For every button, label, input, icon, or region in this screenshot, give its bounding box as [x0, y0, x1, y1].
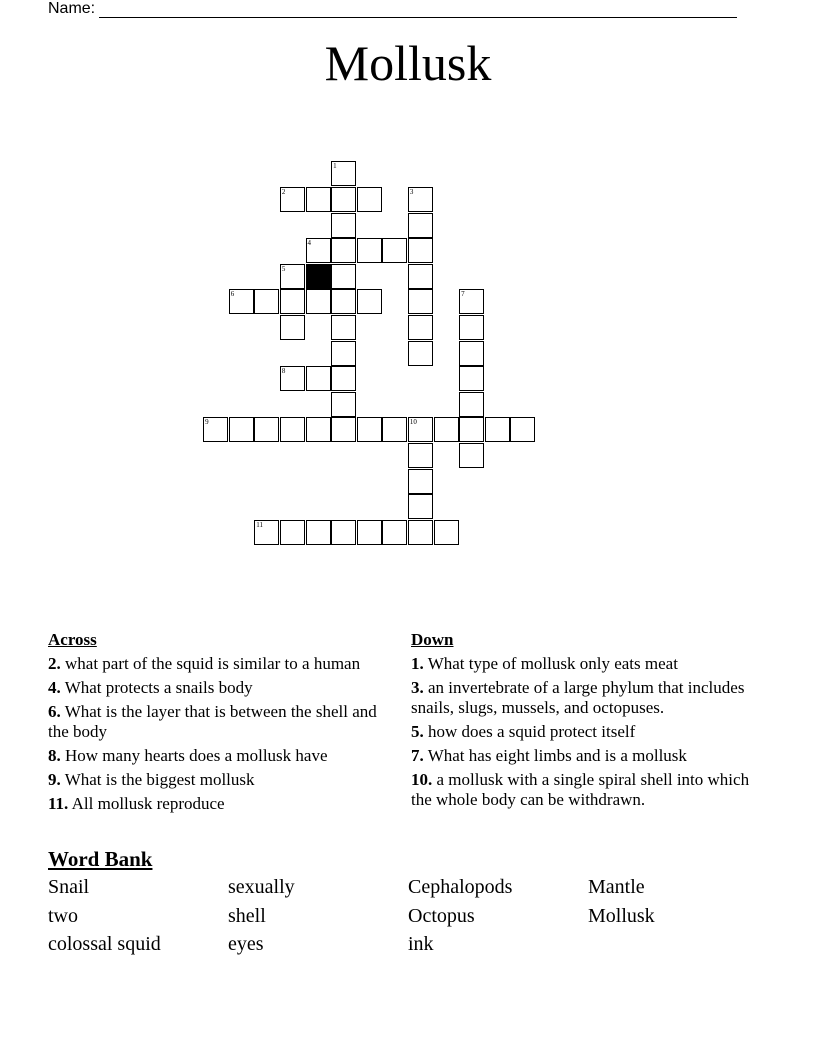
name-label: Name:: [48, 0, 96, 17]
word-bank-item: Mantle: [588, 876, 645, 898]
crossword-cell[interactable]: [280, 366, 305, 391]
word-bank-item: two: [48, 905, 78, 927]
page-title: Mollusk: [324, 35, 492, 91]
crossword-cell[interactable]: [331, 289, 356, 314]
clue-number: 8: [281, 367, 286, 376]
crossword-cell[interactable]: [306, 366, 331, 391]
crossword-cell[interactable]: [280, 264, 305, 289]
crossword-cell[interactable]: [331, 341, 356, 366]
across-clue-6: 6. What is the layer that is between the shell and the body: [48, 702, 377, 741]
clue-number: 1: [333, 162, 337, 171]
clue-number: 11: [256, 520, 264, 529]
down-clue-10: 10. a mollusk with a single spiral shell into which the whole body can be withdrawn.: [411, 770, 750, 809]
crossword-cell[interactable]: [306, 187, 331, 212]
crossword-cell[interactable]: [306, 417, 331, 442]
clue-number: 2: [281, 188, 286, 196]
word-bank-item: Cephalopods: [408, 876, 513, 898]
crossword-cell[interactable]: [254, 520, 279, 545]
crossword-cell[interactable]: [408, 520, 433, 545]
down-clue-7: 7. What has eight limbs and is a mollusk: [411, 746, 687, 765]
crossword-cell[interactable]: [459, 443, 484, 468]
crossword-cell[interactable]: [485, 417, 510, 442]
crossword-cell[interactable]: [306, 289, 331, 314]
crossword-cell[interactable]: [331, 520, 356, 545]
clue-number: 7: [461, 290, 465, 299]
across-clue-11: 11. All mollusk reproduce: [48, 794, 225, 813]
crossword-cell[interactable]: [331, 417, 356, 442]
crossword-cell[interactable]: [382, 238, 407, 263]
crossword-cell[interactable]: [434, 417, 459, 442]
crossword-cell[interactable]: [459, 392, 484, 417]
crossword-cell[interactable]: [203, 417, 228, 442]
crossword-cell[interactable]: [357, 520, 382, 545]
crossword-cell[interactable]: [331, 366, 356, 391]
crossword-cell[interactable]: [331, 315, 356, 340]
crossword-cell[interactable]: [331, 161, 356, 186]
crossword-cell[interactable]: [357, 417, 382, 442]
crossword-cell[interactable]: [331, 392, 356, 417]
clue-number: 6: [230, 290, 235, 299]
crossword-cell[interactable]: [357, 238, 382, 263]
crossword-cell[interactable]: [408, 315, 433, 340]
down-clue-3: 3. an invertebrate of a large phylum that includes snails, slugs, mussels, and octopuses.: [411, 678, 745, 717]
crossword-cell[interactable]: [408, 213, 433, 238]
crossword-block: [306, 264, 331, 289]
crossword-cell[interactable]: [408, 187, 433, 212]
word-bank-item: ink: [408, 933, 434, 955]
crossword-cell[interactable]: [408, 417, 433, 442]
crossword-cell[interactable]: [382, 520, 407, 545]
word-bank-item: Octopus: [408, 905, 475, 927]
crossword-cell[interactable]: [459, 315, 484, 340]
word-bank-item: Snail: [48, 876, 90, 898]
word-bank-item: sexually: [228, 876, 295, 898]
across-clue-2: 2. what part of the squid is similar to a human: [48, 654, 361, 673]
crossword-cell[interactable]: [280, 289, 305, 314]
crossword-cell[interactable]: [408, 443, 433, 468]
down-clue-1: 1. What type of mollusk only eats meat: [411, 654, 678, 673]
crossword-cell[interactable]: [280, 187, 305, 212]
crossword-cell[interactable]: [229, 289, 254, 314]
crossword-cell[interactable]: [408, 289, 433, 314]
down-clues: [411, 630, 771, 814]
down-heading: Down: [411, 630, 454, 649]
crossword-cell[interactable]: [357, 289, 382, 314]
across-clues: [48, 630, 388, 818]
crossword-cell[interactable]: [306, 520, 331, 545]
crossword-cell[interactable]: [254, 289, 279, 314]
crossword-cell[interactable]: [408, 238, 433, 263]
crossword-cell[interactable]: [229, 417, 254, 442]
across-clue-4: 4. What protects a snails body: [48, 678, 253, 697]
across-clue-9: 9. What is the biggest mollusk: [48, 770, 255, 789]
word-bank-item: eyes: [228, 933, 264, 955]
across-heading: Across: [48, 630, 97, 649]
clue-number: 3: [409, 188, 414, 196]
crossword-cell[interactable]: [280, 520, 305, 545]
word-bank-item: Mollusk: [588, 905, 655, 927]
crossword-cell[interactable]: [331, 213, 356, 238]
crossword-cell[interactable]: [280, 417, 305, 442]
clue-number: 9: [205, 418, 209, 427]
crossword-cell[interactable]: [459, 366, 484, 391]
crossword-cell[interactable]: [331, 238, 356, 263]
crossword-cell[interactable]: [459, 341, 484, 366]
word-bank-item: shell: [228, 905, 266, 927]
crossword-cell[interactable]: [357, 187, 382, 212]
crossword-cell[interactable]: [510, 417, 535, 442]
clue-number: 10: [409, 418, 417, 427]
crossword-cell[interactable]: [331, 264, 356, 289]
word-bank-title: Word Bank: [48, 847, 153, 871]
crossword-cell[interactable]: [306, 238, 331, 263]
crossword-cell[interactable]: [254, 417, 279, 442]
across-clue-8: 8. How many hearts does a mollusk have: [48, 746, 328, 765]
clue-number: 4: [307, 239, 311, 248]
crossword-cell[interactable]: [459, 417, 484, 442]
crossword-cell[interactable]: [408, 469, 433, 494]
crossword-cell[interactable]: [408, 341, 433, 366]
crossword-cell[interactable]: [434, 520, 459, 545]
down-clue-5: 5. how does a squid protect itself: [411, 722, 636, 741]
crossword-cell[interactable]: [408, 494, 433, 519]
clue-number: 5: [281, 264, 286, 273]
crossword-cell[interactable]: [382, 417, 407, 442]
crossword-cell[interactable]: [459, 289, 484, 314]
word-bank-item: colossal squid: [48, 933, 161, 955]
crossword-cell[interactable]: [408, 264, 433, 289]
crossword-cell[interactable]: [331, 187, 356, 212]
crossword-cell[interactable]: [280, 315, 305, 340]
